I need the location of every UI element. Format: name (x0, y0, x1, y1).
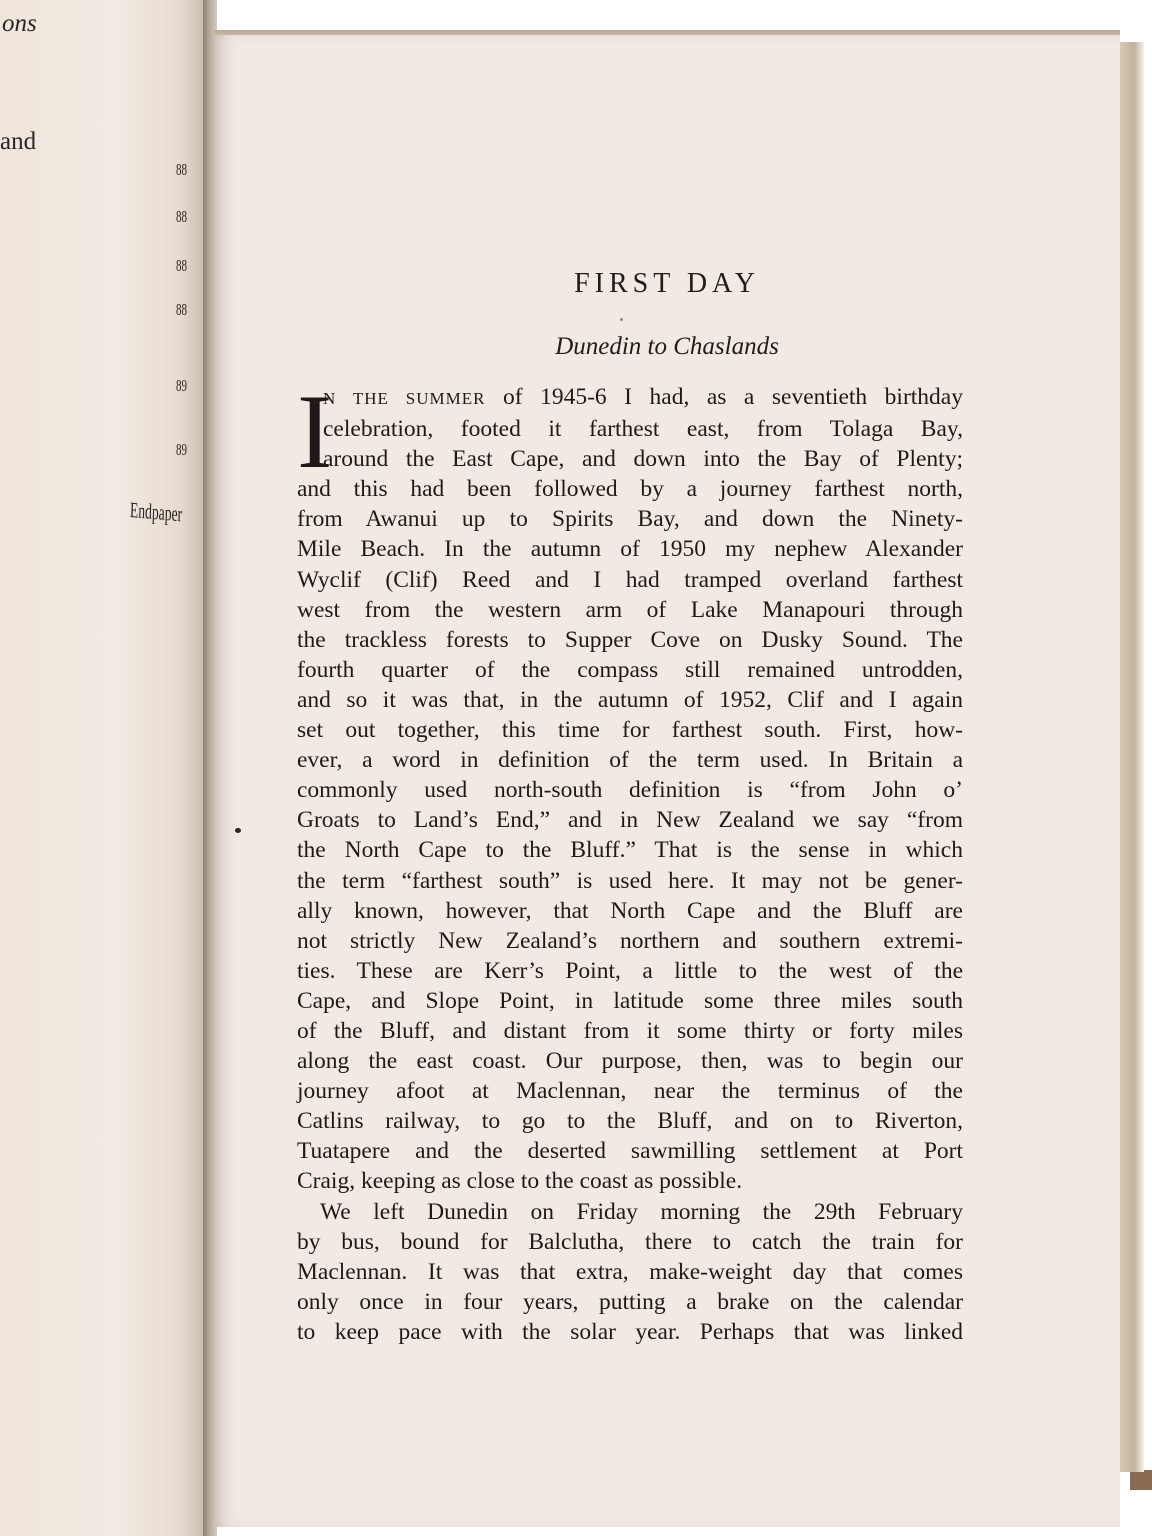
text-line: the North Cape to the Bluff.” That is the sense in which (297, 837, 963, 864)
text-line: ever, a word in definition of the term used. In Britain a (297, 747, 963, 774)
text-line: ally known, however, that North Cape and the Bluff are (297, 897, 963, 924)
chapter-subtitle: Dunedin to Chaslands (555, 333, 779, 360)
text-line: not strictly New Zealand’s northern and southern extremi- (297, 927, 963, 954)
left-page-number: 89 (176, 376, 188, 395)
text-line: fourth quarter of the compass still remained untrodden, (297, 656, 963, 683)
page-edge-right (1120, 42, 1144, 1472)
ink-speck (620, 318, 623, 321)
text-line: journey afoot at Maclennan, near the terminus of the (297, 1078, 963, 1105)
text-line: set out together, this time for farthest south. First, how- (297, 717, 963, 744)
text-line: Tuatapere and the deserted sawmilling settlement at Port (297, 1138, 963, 1165)
text-line: Maclennan. It was that extra, make-weight day that comes (297, 1258, 963, 1285)
text-line: of the Bluff, and distant from it some thirty or forty miles (297, 1017, 963, 1044)
text-line: to keep pace with the solar year. Perhaps that was linked (297, 1318, 963, 1345)
text-line: from Awanui up to Spirits Bay, and down the Ninety- (297, 506, 963, 533)
left-page-number: 88 (176, 207, 188, 226)
text-line: commonly used north-south definition is “from John o’ (297, 777, 963, 804)
text-line: Craig, keeping as close to the coast as possible. (297, 1168, 743, 1195)
text-line: the term “farthest south” is used here. It may not be gener- (297, 867, 963, 894)
left-page-fragment-top: ons (2, 10, 37, 37)
lead-small-caps: N THE SUMMER (323, 389, 486, 408)
text-line: celebration, footed it farthest east, from Tolaga Bay, (323, 416, 963, 443)
left-page-number: 88 (176, 300, 188, 319)
drop-cap: I (297, 373, 333, 490)
text-line: along the east coast. Our purpose, then, was to begin our (297, 1048, 963, 1075)
left-page-number: 88 (176, 160, 188, 179)
text-line: and this had been followed by a journey farthest north, (297, 476, 963, 503)
text-line: by bus, bound for Balclutha, there to catch the train for (297, 1228, 963, 1255)
left-page-number: 88 (176, 256, 188, 275)
left-page (0, 0, 205, 1536)
text-line: only once in four years, putting a brake on the calendar (297, 1288, 963, 1315)
text-line: ties. These are Kerr’s Point, a little to the west of the (297, 957, 963, 984)
left-page-number: 89 (176, 440, 188, 459)
text-line: around the East Cape, and down into the Bay of Plenty; (323, 446, 963, 473)
body-text (297, 373, 963, 1347)
chapter-title: FIRST DAY (574, 268, 760, 299)
text-line: Groats to Land’s End,” and in New Zealand we say “from (297, 807, 963, 834)
left-page-endpaper-label: Endpaper (129, 497, 183, 527)
text-line: west from the western arm of Lake Manapouri through (297, 596, 963, 623)
text-line: Catlins railway, to go to the Bluff, and on to Riverton, (297, 1108, 963, 1135)
left-page-fragment-mid: and (0, 128, 37, 155)
text-line: Cape, and Slope Point, in latitude some three miles south (297, 987, 963, 1014)
text-line: N THE SUMMER of 1945-6 I had, as a seventieth birthday (323, 384, 963, 410)
text-line: Mile Beach. In the autumn of 1950 my nephew Alexander (297, 536, 963, 563)
ink-speck (235, 828, 241, 833)
text-line: the trackless forests to Supper Cove on Dusky Sound. The (297, 626, 963, 653)
text-line: We left Dunedin on Friday morning the 29th February (320, 1198, 963, 1225)
page-underside (1130, 1470, 1152, 1490)
text-line: Wyclif (Clif) Reed and I had tramped overland farthest (297, 566, 963, 593)
text-line: and so it was that, in the autumn of 1952, Clif and I again (297, 686, 963, 713)
